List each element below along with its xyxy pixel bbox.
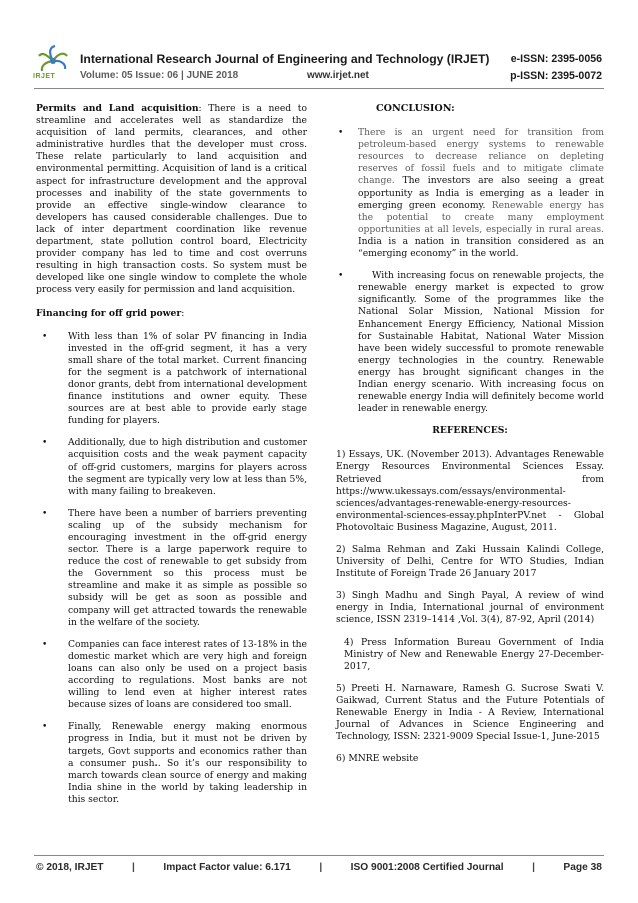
reference-item: 1) Essays, UK. (November 2013). Advantages Renewable Energy Resources Environmental Sciences Essay. Retrieved from https://www.ukessays.com/essays/environmental-sciences/advantages-renewable-energy-resources-environmental-sciences-essay.phpInterPV.net - Global Photovoltaic Business Magazine, August, 2011. xyxy=(336,449,604,533)
permits-paragraph xyxy=(36,103,307,297)
reference-item: 6) MNRE website xyxy=(336,753,419,765)
final-bullet-text: Finally, Renewable energy making enormous progress in India, but it must not be driven by targets, Govt supports and economics rather than a consumer push xyxy=(68,721,307,769)
financing-colon: : xyxy=(181,307,185,319)
page-header xyxy=(0,0,638,88)
financing-list xyxy=(36,331,307,806)
eissn: e-ISSN: 2395-0056 xyxy=(510,53,602,65)
footer-separator: | xyxy=(132,862,135,873)
page-number: Page 38 xyxy=(563,862,602,873)
permits-title: Permits and Land acquisition xyxy=(36,103,199,114)
conclusion-text-4: India is a nation in transition considered as an “emerging economy” in the world. xyxy=(358,235,604,260)
journal-website-link[interactable]: www.irjet.net xyxy=(307,70,369,81)
footer-separator: | xyxy=(319,862,323,873)
conclusion-text-3: Renewable energy has the potential to create many employment opportunities at all levels, especially in rural areas. xyxy=(358,199,604,235)
conclusion-list xyxy=(336,127,604,415)
conclusion-text-1: There is an urgent need for transition from petroleum-based energy systems to renewable resources to decrease reliance on depleting reserves of fossil fuels and to mitigate climate change. xyxy=(358,127,604,187)
impact-factor: Impact Factor value: 6.171 xyxy=(163,862,291,873)
reference-item: 5) Preeti H. Narnaware, Ramesh G. Sucrose Swati V. Gaikwad, Current Status and the Future Potentials of Renewable Energy in India - A Review, International Journal of Advances in Science Engineering and Technology, ISSN: 2321-9009 Special Issue-1, June-2015 xyxy=(336,682,604,743)
list-item: • Companies can face interest rates of 13-18% in the domestic market which are very high and foreign loans can also only be used on a project basis according to regulations. Most banks are not willing to lend even at higher interest rates because sizes of loans are considered too small. xyxy=(36,639,307,712)
footer-divider xyxy=(34,855,604,856)
logo-label: IRJET xyxy=(33,73,56,80)
financing-title: Financing for off grid power xyxy=(36,307,182,319)
left-column xyxy=(36,103,307,816)
page-footer xyxy=(36,862,602,873)
list-item xyxy=(336,127,604,260)
financing-heading xyxy=(36,308,307,320)
permits-body: : There is a need to streamline and accelerates well as standardize the acquisition of land permits, clearances, and other administrative hurdles that the developer must cross. These relate particularly to land acquisition and environmental permitting. Acquisition of land is a critical aspect for infrastructure development and the approval processes and inability of the state governments to provide an effective single-window clearance to developers has caused considerable challenges. Due to lack of inter department coordination like revenue department, state pollution control board, Electricity provider company has led to time and cost overruns resulting in high transaction costs. So system must be developed like one single window to complete the whole process very easily for permission and land acquisition. xyxy=(36,103,307,296)
conclusion-heading: CONCLUSION: xyxy=(376,103,455,114)
reference-item: 2) Salma Rehman and Zaki Hussain Kalindi College, University of Delhi, Centre for WTO Studies, Indian Institute of Foreign Trade 26 January 2017 xyxy=(336,544,604,580)
references-heading: REFERENCES: xyxy=(432,425,508,437)
footer-separator: | xyxy=(532,862,535,873)
volume-issue: Volume: 05 Issue: 06 | JUNE 2018 xyxy=(80,70,239,81)
final-bullet-period: . xyxy=(154,757,158,769)
journal-title: International Research Journal of Engineering and Technology (IRJET) xyxy=(80,52,490,66)
copyright: © 2018, IRJET xyxy=(36,862,104,873)
list-item: • There have been a number of barriers preventing scaling up of the subsidy mechanism for encouraging investment in the off-grid energy sector. There is a large paperwork require to reduce the cost of renewable to get subsidy from the Government so this process must be streamline and make it as simple as possible so subsidy will be get as soon as possible and company will get attracted towards the renewable in the welfare of the society. xyxy=(36,508,307,629)
list-item: • Additionally, due to high distribution and customer acquisition costs and the weak payment capacity of off-grid customers, margins for players across the segment are typically very low at less than 5%, with many failing to breakeven. xyxy=(36,437,307,497)
pissn: p-ISSN: 2395-0072 xyxy=(510,70,602,82)
iso-certification: ISO 9001:2008 Certified Journal xyxy=(350,862,504,873)
list-item: • With less than 1% of solar PV financing in India invested in the off-grid segment, it has a very small share of the total market. Current financing for the segment is a patchwork of international donor grants, debt from international development finance institutions and owner equity. These sources are at best able to provide early stage funding for players. xyxy=(36,331,307,428)
right-column xyxy=(336,103,604,775)
reference-item: 4) Press Information Bureau Government of India Ministry of New and Renewable Energy 27-December-2017, xyxy=(344,636,604,672)
conclusion-text-5: With increasing focus on renewable projects, the renewable energy market is expected to grow significantly. Some of the programmes like the National Solar Mission, National Mission for Enhancement Energy Efficiency, National Mission for Sustainable Habitat, National Water Mission have been widely successful to promote renewable energy technologies in the country. Renewable energy has brought significant changes in the Indian energy scenario. With increasing focus on renewable energy India will definitely become world leader in renewable energy. xyxy=(358,270,604,415)
conclusion-text-2: The investors are also seeing a great opportunity as India is emerging as a leader in emerging green economy. xyxy=(358,175,604,211)
list-item xyxy=(36,721,307,806)
list-item xyxy=(336,270,604,415)
reference-item: 3) Singh Madhu and Singh Payal, A review of wind energy in India, International journal of environment science, ISSN 2319–1414 ,Vol. 3(4), 87-92, April (2014) xyxy=(336,590,604,626)
final-bullet-text-2: . So it’s our responsibility to march towards clean source of energy and making India shine in the world by taking leadership in this sector. xyxy=(68,757,307,805)
header-divider xyxy=(34,88,604,89)
